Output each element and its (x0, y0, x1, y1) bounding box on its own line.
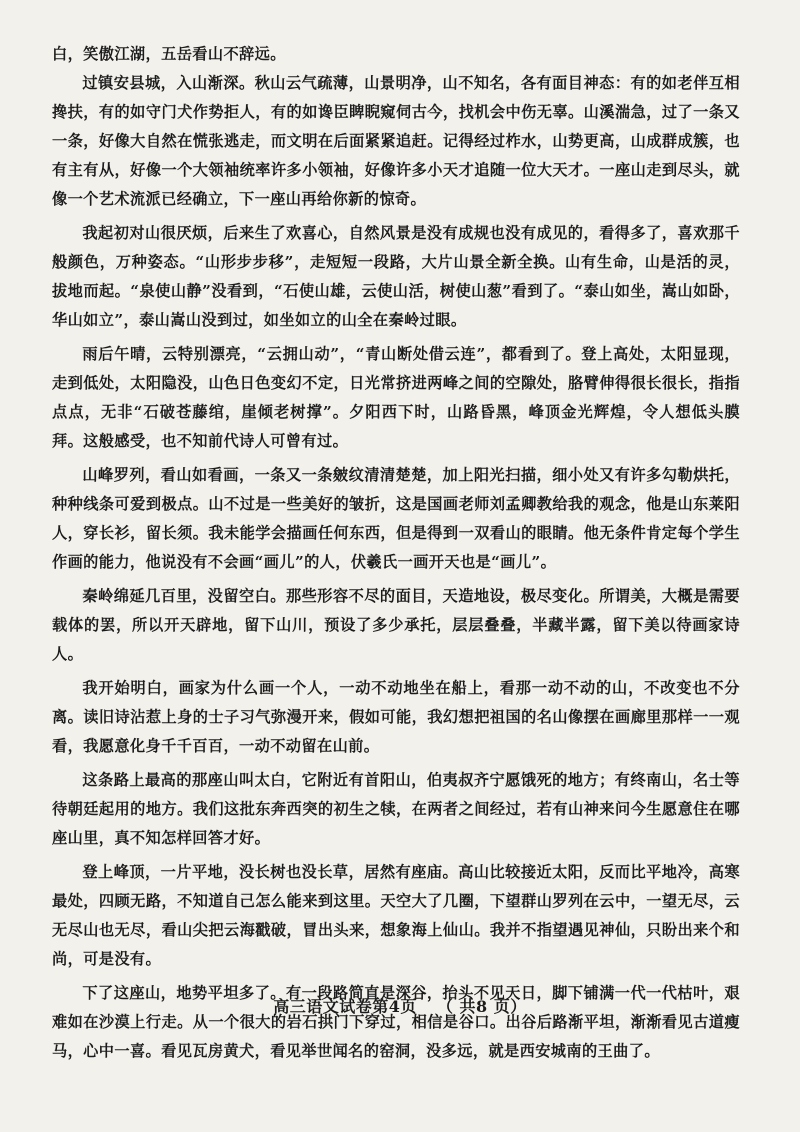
paragraph: 秦岭绵延几百里，没留空白。那些形容不尽的面目，天造地设，极尽变化。所谓美，大概是需要载体的罢，所以开天辟地，留下山川，预设了多少承托，层层叠叠，半藏半露，留下美以待画家诗人。 (52, 587, 740, 663)
paragraph: 这条路上最高的那座山叫太白，它附近有首阳山，伯夷叔齐宁愿饿死的地方；有终南山，名士等待朝廷起用的地方。我们这批东奔西突的初生之犊，在两者之间经过，若有山神来问今生愿意住在哪座山里，真不知怎样回答才好。 (52, 771, 740, 847)
paragraph: 过镇安县城，入山渐深。秋山云气疏薄，山景明净，山不知名，各有面目神态：有的如老伴互相搀扶，有的如守门犬作势拒人，有的如谗臣睥睨窥伺古今，找机会中伤无辜。山溪湍急，过了一条又一条，好像大自然在慌张逃走，而文明在后面紧紧追赶。记得经过柞水，山势更高，山成群成簇，也有主有从，好像一个大领袖统率许多小领袖，好像许多小天才追随一位大天才。一座山走到尽头，就像一个艺术流派已经确立，下一座山再给你新的惊奇。 (52, 74, 740, 208)
article-body (52, 40, 740, 1066)
paragraph: 登上峰顶，一片平地，没长树也没长草，居然有座庙。高山比较接近太阳，反而比平地冷，高寒最处，四顾无路，不知道自己怎么能来到这里。天空大了几圈，下望群山罗列在云中，一望无尽，云无尽山也无尽，看山尖把云海戳破，冒出头来，想象海上仙山。我并不指望遇见神仙，只盼出来个和尚，可是没有。 (52, 863, 740, 968)
paragraph: 山峰罗列，看山如看画，一条又一条皴纹清清楚楚，加上阳光扫描，细小处又有许多勾勒烘托，种种线条可爱到极点。山不过是一些美好的皱折，这是国画老师刘孟卿教给我的观念，他是山东莱阳人，穿长衫，留长须。我未能学会描画任何东西，但是得到一双看山的眼睛。他无条件肯定每个学生作画的能力，他说没有不会画“画儿”的人，伏羲氏一画开天也是“画儿”。 (52, 466, 740, 571)
total-pages-label: （ 共8 页） (436, 997, 527, 1016)
paragraph: 雨后午晴，云特别漂亮，“云拥山动”，“青山断处借云连”，都看到了。登上高处，太阳显现，走到低处，太阳隐没，山色日色变幻不定，日光常挤进两峰之间的空隙处，胳臂伸得很长很长，指指点点，无非“石破苍藤绾，崖倾老树撑”。夕阳西下时，山路昏黑，峰顶金光辉煌，令人想低头膜拜。这般感受，也不知前代诗人可曾有过。 (52, 345, 740, 450)
paragraph: 我起初对山很厌烦，后来生了欢喜心，自然风景是没有成规也没有成见的，看得多了，喜欢那千般颜色，万种姿态。“山形步步移”，走短短一段路，大片山景全新全换。山有生命，山是活的灵，拔地而起。“泉使山静”没看到，“石使山雄，云使山活，树使山葱”看到了。“泰山如坐，嵩山如卧，华山如立”，泰山嵩山没到过，如坐如立的山全在秦岭过眼。 (52, 224, 740, 329)
page-footer (0, 994, 800, 1017)
page-number-label: 高三语文试卷第4页 (273, 997, 417, 1016)
paragraph: 下了这座山，地势平坦多了。有一段路简直是深谷，抬头不见天日，脚下铺满一代一代枯叶，艰难如在沙漠上行走。从一个很大的岩石拱门下穿过，相信是谷口。出谷后路渐平坦，渐渐看见古道瘦马，心中一喜。看见瓦房黄犬，看见举世闻名的窑洞，没多远，就是西安城南的王曲了。 (52, 984, 740, 1060)
paragraph: 我开始明白，画家为什么画一个人，一动不动地坐在船上，看那一动不动的山，不改变也不分离。读旧诗沾惹上身的士子习气弥漫开来，假如可能，我幻想把祖国的名山像摆在画廊里那样一一观看，我愿意化身千千百百，一动不动留在山前。 (52, 679, 740, 755)
paragraph-continuation: 白，笑傲江湖，五岳看山不辞远。 (52, 45, 286, 63)
